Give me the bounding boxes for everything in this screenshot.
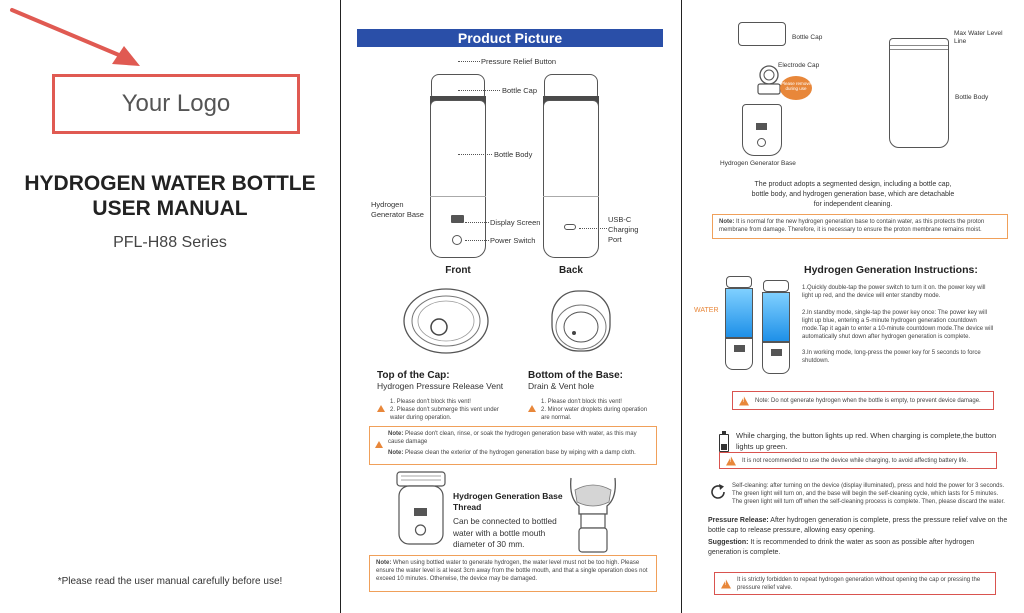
cap-top-title: Top of the Cap:: [377, 370, 450, 381]
remove-badge-text: Please remove during use: [780, 81, 811, 92]
series-name: PFL-H88 Series: [113, 234, 227, 251]
pressure-release-text: [708, 516, 1008, 536]
cover-footer: *Please read the user manual carefully before use!: [57, 576, 283, 587]
empty-bottle-warning: [732, 391, 994, 410]
water-label: WATER: [694, 307, 719, 314]
note-label: Note:: [376, 560, 392, 566]
cap-top-item-2: 2. Please don't submerge this vent under water during operation.: [390, 407, 499, 422]
thread-description: Can be connected to bottled water with a bottle mouth diameter of 30 mm.: [453, 516, 557, 550]
charging-text: While charging, the button lights up red. When charging is complete,the button lights up green.: [736, 431, 997, 451]
instruction-2: 2.In standby mode, single-tap the power key once: The power key will light up blue, entering a 5-minute hydrogen generation countdown mode.Tap it again to enter a 10-minute countdown mode.The device will automatically shut down after hydrogen generation is complete.: [802, 310, 994, 341]
bottle-body-illustration: [889, 38, 949, 148]
base-bottom-illustration: [546, 287, 616, 367]
label-usbc-port: USB-C Charging Port: [608, 215, 639, 244]
instructions-title: Hydrogen Generation Instructions:: [804, 264, 978, 276]
cap-top-item-1: 1. Please don't block this vent!: [390, 399, 471, 405]
label-display-screen: Display Screen: [490, 218, 541, 227]
label-pressure-relief: Pressure Relief Button: [481, 57, 557, 66]
p3-label-electrode-cap: Electrode Cap: [778, 62, 820, 69]
product-picture-panel: [341, 0, 682, 613]
label-hydrogen-base: Hydrogen Generator Base: [371, 200, 424, 220]
water-bottle-illustration: [725, 276, 753, 372]
power-switch-icon: [757, 138, 766, 147]
membrane-note-box: [712, 214, 1008, 239]
p3-label-bottle-body: Bottle Body: [955, 94, 989, 101]
water-bottle-illustration: [762, 280, 790, 376]
suggestion-body: It is recommended to drink the water as soon as possible after hydrogen generation is complete.: [708, 539, 975, 556]
base-thread-illustration: [393, 470, 449, 550]
manual-title-line2: USER MANUAL: [92, 197, 248, 220]
label-back: Back: [559, 265, 583, 276]
pressure-release-body: After hydrogen generation is complete, press the pressure relief valve on the bottle cap to release pressure, allowing easy opening.: [708, 517, 1008, 534]
warning-icon: [528, 400, 540, 418]
bottled-water-note: When using bottled water to generate hydrogen, the water level must not be too high. Please ensure the water level is at least 3cm away from the bottle mouth, and that a single operation does not exceed 10 minutes. Otherwise, the device may be damaged.: [376, 560, 648, 583]
forbidden-warning-text: It is strictly forbidden to repeat hydrogen generation without opening the cap or pressing the pressure relief valve.: [737, 577, 981, 592]
self-cleaning-text: Self-cleaning: after turning on the device (display illuminated), press and hold the power for 3 seconds. The green light will turn on, and the base will begin the self-cleaning cycle, which lasts for 5 minutes. The green light will turn off when the self-cleaning process is complete. Then, please discard the water.: [732, 483, 1005, 506]
note-label: Note:: [719, 219, 735, 225]
product-picture-header: Product Picture: [357, 29, 663, 47]
label-bottle-body: Bottle Body: [494, 150, 533, 159]
p3-label-max-water: Max Water Level Line: [954, 30, 1003, 46]
instruction-3: 3.In working mode, long-press the power key for 5 seconds to force shutdown.: [802, 350, 981, 365]
cap-top-illustration: [401, 287, 491, 359]
base-bottom-item-1: 1. Please don't block this vent!: [541, 399, 622, 405]
display-screen-icon: [756, 123, 767, 130]
bottle-cap-illustration: [738, 22, 786, 46]
p3-label-generator-base: Hydrogen Generator Base: [720, 160, 796, 167]
display-screen-icon: [734, 345, 745, 352]
bottle-connection-illustration: [565, 474, 621, 556]
suggestion-label: Suggestion:: [708, 539, 749, 546]
base-bottom-item-2: 2. Minor water droplets during operation are normal.: [541, 407, 648, 422]
membrane-note: It is normal for the new hydrogen generation base to contain water, as this protects the proton membrane from damage. Therefore, it is necessary to ensure the proton membrane remains moist.: [719, 219, 985, 234]
empty-bottle-warning-text: Note: Do not generate hydrogen when the bottle is empty, to prevent device damage.: [755, 398, 981, 404]
thread-title: Hydrogen Generation Base Thread: [453, 491, 563, 513]
arrow-icon: [8, 4, 148, 74]
cap-top-subtitle: Hydrogen Pressure Release Vent: [377, 381, 504, 391]
cleaning-note-2: Please clean the exterior of the hydrogen generation base by wiping with a damp cloth.: [405, 450, 636, 457]
base-bottom-title: Bottom of the Base:: [528, 370, 623, 381]
design-description: The product adopts a segmented design, including a bottle cap, bottle body, and hydrogen generation base, which are detachable for independent cleaning.: [751, 181, 955, 208]
instruction-1: 1.Quickly double-tap the power switch to turn it on. the power key will light up red, and the device will enter standby mode.: [802, 285, 986, 300]
cover-panel: [0, 0, 340, 613]
p3-generator-base-illustration: [742, 104, 782, 156]
note-label: Note:: [388, 431, 404, 437]
logo-text: Your Logo: [121, 90, 231, 117]
warning-icon: [726, 456, 736, 465]
warning-icon: [739, 396, 749, 405]
charging-warning-text: It is not recommended to use the device while charging, to avoid affecting battery life.: [742, 458, 969, 464]
logo-box: [52, 74, 300, 134]
display-screen-icon: [451, 215, 464, 223]
forbidden-warning: [714, 572, 996, 595]
note-label: Note:: [388, 450, 404, 457]
remove-badge: [780, 76, 812, 100]
bottled-water-note-box: [369, 555, 657, 592]
power-switch-icon: [452, 235, 462, 245]
manual-title-line1: HYDROGEN WATER BOTTLE: [24, 172, 316, 195]
warning-icon: [375, 436, 387, 454]
label-bottle-cap: Bottle Cap: [502, 86, 538, 95]
p3-label-bottle-cap: Bottle Cap: [792, 34, 823, 41]
usbc-port-icon: [564, 224, 576, 230]
cleaning-note-1: Please don't clean, rinse, or soak the hydrogen generation base with water, as this may cause damage: [388, 431, 637, 446]
battery-icon: [719, 434, 729, 452]
label-power-switch: Power Switch: [490, 236, 536, 245]
charging-warning: [719, 452, 997, 469]
suggestion-text: [708, 538, 1008, 558]
warning-icon: [377, 400, 389, 418]
label-front: Front: [445, 265, 471, 276]
base-bottom-subtitle: Drain & Vent hole: [528, 381, 595, 391]
pressure-release-label: Pressure Release:: [708, 517, 769, 524]
display-screen-icon: [771, 349, 782, 356]
warning-icon: [721, 579, 731, 588]
refresh-icon: [708, 482, 728, 502]
instructions-panel: [682, 0, 1024, 613]
cleaning-note-box: [369, 426, 657, 465]
